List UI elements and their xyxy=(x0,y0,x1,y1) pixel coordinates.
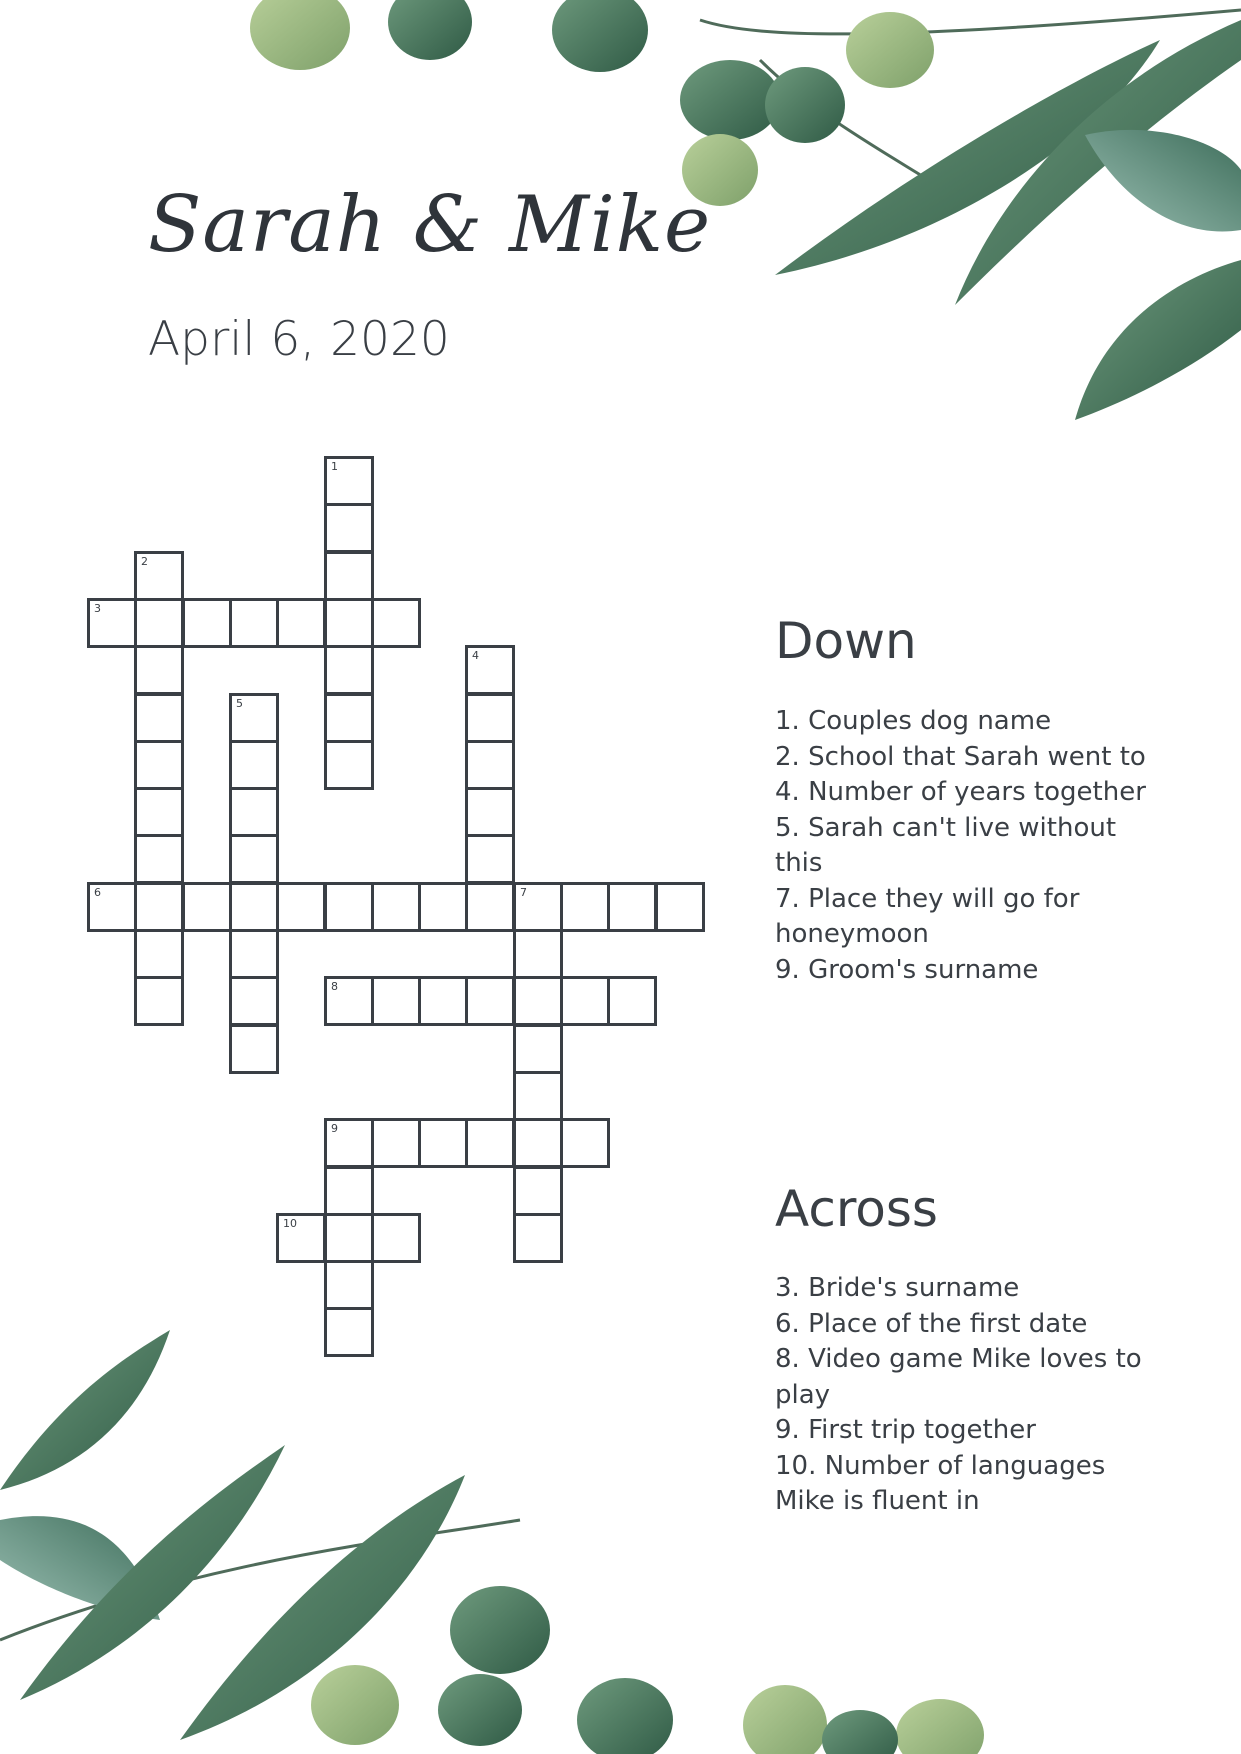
clue-number: 5 xyxy=(236,697,243,710)
crossword-cell[interactable] xyxy=(371,1213,421,1263)
crossword-cell[interactable] xyxy=(324,1118,374,1168)
clue-number: 9 xyxy=(331,1122,338,1135)
down-clue: 5. Sarah can't live without this xyxy=(775,812,1117,878)
crossword-cell[interactable] xyxy=(134,598,184,648)
crossword-cell[interactable] xyxy=(229,787,279,837)
crossword-cell[interactable] xyxy=(371,598,421,648)
crossword-cell[interactable] xyxy=(465,645,515,695)
clue-number: 1 xyxy=(331,460,338,473)
clue-number: 2 xyxy=(141,555,148,568)
crossword-cell[interactable] xyxy=(418,882,468,932)
crossword-cell[interactable] xyxy=(418,1118,468,1168)
crossword-cell[interactable] xyxy=(229,598,279,648)
crossword-cell[interactable] xyxy=(134,693,184,743)
crossword-cell[interactable] xyxy=(134,976,184,1026)
wedding-date: April 6, 2020 xyxy=(148,312,450,367)
across-clue: 6. Place of the first date xyxy=(775,1308,1088,1339)
crossword-cell[interactable] xyxy=(324,598,374,648)
clue-number: 3 xyxy=(94,602,101,615)
down-clue: 2. School that Sarah went to xyxy=(775,741,1146,772)
crossword-cell[interactable] xyxy=(560,976,610,1026)
crossword-cell[interactable] xyxy=(134,740,184,790)
crossword-cell[interactable] xyxy=(229,693,279,743)
crossword-cell[interactable] xyxy=(134,787,184,837)
crossword-cell[interactable] xyxy=(229,740,279,790)
crossword-cell[interactable] xyxy=(607,882,657,932)
crossword-cell[interactable] xyxy=(324,645,374,695)
crossword-cell[interactable] xyxy=(324,976,374,1026)
crossword-cell[interactable] xyxy=(134,834,184,884)
clue-number: 4 xyxy=(472,649,479,662)
crossword-cell[interactable] xyxy=(229,976,279,1026)
crossword-cell[interactable] xyxy=(418,976,468,1026)
crossword-cell[interactable] xyxy=(182,882,232,932)
down-heading: Down xyxy=(775,612,917,670)
crossword-cell[interactable] xyxy=(229,929,279,979)
crossword-cell[interactable] xyxy=(513,929,563,979)
clue-number: 7 xyxy=(520,886,527,899)
crossword-cell[interactable] xyxy=(276,882,326,932)
crossword-cell[interactable] xyxy=(276,1213,326,1263)
crossword-cell[interactable] xyxy=(465,1118,515,1168)
crossword-cell[interactable] xyxy=(134,645,184,695)
crossword-cell[interactable] xyxy=(371,1118,421,1168)
clue-number: 10 xyxy=(283,1217,297,1230)
crossword-cell[interactable] xyxy=(134,929,184,979)
crossword-cell[interactable] xyxy=(229,834,279,884)
crossword-cell[interactable] xyxy=(229,1024,279,1074)
crossword-cell[interactable] xyxy=(324,1260,374,1310)
crossword-cell[interactable] xyxy=(87,882,137,932)
crossword-cell[interactable] xyxy=(324,693,374,743)
crossword-cell[interactable] xyxy=(560,1118,610,1168)
crossword-cell[interactable] xyxy=(182,598,232,648)
clue-number: 8 xyxy=(331,980,338,993)
down-clue: 1. Couples dog name xyxy=(775,706,1052,736)
crossword-cell[interactable] xyxy=(513,1213,563,1263)
crossword-cell[interactable] xyxy=(465,882,515,932)
across-clue: 3. Bride's surname xyxy=(775,1273,1020,1303)
crossword-cell[interactable] xyxy=(513,882,563,932)
crossword-cell[interactable] xyxy=(371,882,421,932)
couple-names-title: Sarah & Mike xyxy=(148,180,712,270)
crossword-cell[interactable] xyxy=(229,882,279,932)
crossword-cell[interactable] xyxy=(324,551,374,601)
crossword-cell[interactable] xyxy=(465,834,515,884)
crossword-cell[interactable] xyxy=(324,456,374,506)
crossword-cell[interactable] xyxy=(560,882,610,932)
crossword-cell[interactable] xyxy=(134,882,184,932)
crossword-cell[interactable] xyxy=(371,976,421,1026)
crossword-cell[interactable] xyxy=(513,1024,563,1074)
crossword-cell[interactable] xyxy=(324,1213,374,1263)
crossword-cell[interactable] xyxy=(465,740,515,790)
down-clue: 4. Number of years together xyxy=(775,777,1146,807)
crossword-cell[interactable] xyxy=(134,551,184,601)
down-clue: 9. Groom's surname xyxy=(775,954,1039,985)
clue-number: 6 xyxy=(94,886,101,899)
across-heading: Across xyxy=(775,1180,938,1238)
crossword-cell[interactable] xyxy=(513,1071,563,1121)
crossword-cell[interactable] xyxy=(324,503,374,553)
crossword-cell[interactable] xyxy=(324,1307,374,1357)
crossword-cell[interactable] xyxy=(513,1118,563,1168)
crossword-cell[interactable] xyxy=(465,787,515,837)
crossword-cell[interactable] xyxy=(324,882,374,932)
down-clues xyxy=(775,704,1155,988)
crossword-cell[interactable] xyxy=(87,598,137,648)
crossword-cell[interactable] xyxy=(324,1166,374,1216)
across-clues xyxy=(775,1271,1155,1520)
crossword-cell[interactable] xyxy=(513,1166,563,1216)
crossword-cell[interactable] xyxy=(465,693,515,743)
across-clue: 9. First trip together xyxy=(775,1415,1036,1445)
crossword-cell[interactable] xyxy=(607,976,657,1026)
across-clue: 10. Number of languages Mike is fluent in xyxy=(775,1450,1106,1516)
crossword-cell[interactable] xyxy=(276,598,326,648)
crossword-cell[interactable] xyxy=(513,976,563,1026)
down-clue: 7. Place they will go for honeymoon xyxy=(775,883,1080,949)
across-clue: 8. Video game Mike loves to play xyxy=(775,1344,1142,1410)
crossword-cell[interactable] xyxy=(655,882,705,932)
crossword-cell[interactable] xyxy=(465,976,515,1026)
crossword-cell[interactable] xyxy=(324,740,374,790)
